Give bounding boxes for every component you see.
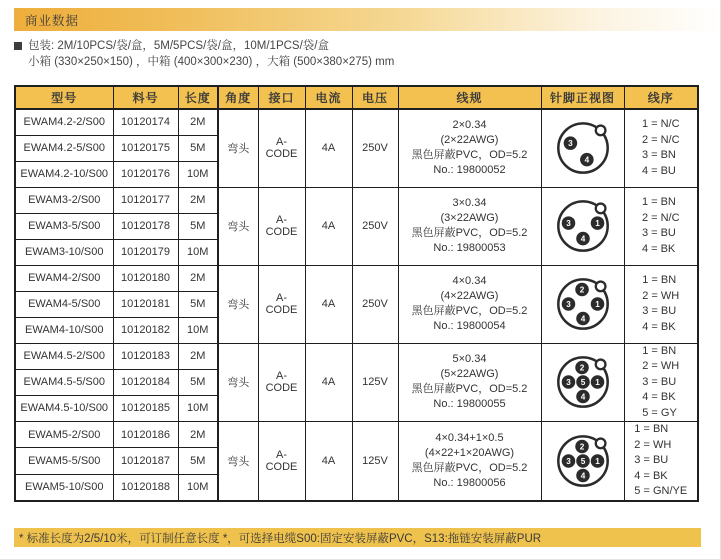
wire-spec-cell xyxy=(398,109,541,187)
length-cell: 10M xyxy=(178,474,218,500)
wire-order-block xyxy=(642,273,679,335)
pin-number: 2 xyxy=(579,285,584,295)
model-cell: EWAM4-10/S00 xyxy=(15,317,113,343)
interface-cell: A-CODE xyxy=(258,187,305,265)
wire-spec-cell xyxy=(398,265,541,343)
length-cell: 2M xyxy=(178,265,218,291)
model-cell: EWAM4.2-5/S00 xyxy=(15,135,113,161)
header-cell-interface: 接口 xyxy=(258,86,305,109)
part-number-cell: 10120186 xyxy=(113,422,178,448)
voltage-cell: 250V xyxy=(352,109,398,187)
pin-number: 3 xyxy=(565,378,571,388)
length-cell: 10M xyxy=(178,317,218,343)
part-number-cell: 10120188 xyxy=(113,474,178,500)
wire-order-block xyxy=(642,117,680,179)
wire-order-line: 2 = N/C xyxy=(641,133,680,146)
wire-spec-cell xyxy=(398,187,541,265)
pin-number: 1 xyxy=(594,456,600,466)
wire-spec-line: 3×0.34 xyxy=(452,197,487,209)
header-cell-model: 型号 xyxy=(15,86,113,109)
section-title-bar xyxy=(14,8,721,31)
pin-view-cell xyxy=(541,422,624,501)
connector-keying-notch xyxy=(595,204,605,214)
part-number-cell: 10120183 xyxy=(113,343,178,369)
wire-spec-cell xyxy=(398,422,541,501)
pin-number: 2 xyxy=(579,363,584,373)
pin-view-cell xyxy=(541,187,624,265)
angle-cell: 弯头 xyxy=(218,343,258,422)
table-row xyxy=(15,422,698,448)
wire-order-line: 4 = BU xyxy=(641,164,676,177)
wire-spec-line: No.: 19800056 xyxy=(433,476,506,489)
model-cell: EWAM4-5/S00 xyxy=(15,291,113,317)
wire-order-line: 2 = WH xyxy=(642,360,680,372)
pin-number: 4 xyxy=(580,392,585,402)
connector-keying-notch xyxy=(595,126,605,136)
wire-spec-line: 黑色屏蔽PVC，OD=5.2 xyxy=(411,305,528,317)
wire-order-line: 1 = BN xyxy=(642,274,677,286)
wire-spec-line: (4×22AWG) xyxy=(440,290,499,302)
angle-cell: 弯头 xyxy=(218,187,258,265)
wire-order-line: 1 = N/C xyxy=(641,118,680,131)
wire-spec-line: No.: 19800053 xyxy=(433,242,506,254)
current-cell: 4A xyxy=(305,265,352,343)
wire-spec-line: 4×0.34+1×0.5 xyxy=(435,431,504,444)
pin-number: 2 xyxy=(579,442,584,452)
pin-view-cell xyxy=(541,343,624,422)
packaging-note xyxy=(14,39,394,70)
connector-front-view-diagram xyxy=(553,118,613,178)
angle-cell: 弯头 xyxy=(218,422,258,501)
angle-cell: 弯头 xyxy=(218,109,258,187)
wire-spec-line: No.: 19800052 xyxy=(433,164,506,177)
model-cell: EWAM5-2/S00 xyxy=(15,422,113,448)
part-number-cell: 10120174 xyxy=(113,109,178,135)
model-cell: EWAM3-2/S00 xyxy=(15,187,113,213)
header-cell-part-number: 料号 xyxy=(113,86,178,109)
wire-order-line: 2 = N/C xyxy=(641,211,680,224)
pin-number: 1 xyxy=(594,219,600,228)
length-cell: 2M xyxy=(178,422,218,448)
part-number-cell: 10120184 xyxy=(113,369,178,395)
voltage-cell: 250V xyxy=(352,265,398,343)
model-cell: EWAM4.2-10/S00 xyxy=(15,161,113,187)
wire-order-line: 4 = BK xyxy=(641,242,676,255)
wire-spec-line: 2×0.34 xyxy=(452,119,487,132)
wire-spec-line: No.: 19800055 xyxy=(433,398,506,411)
part-number-cell: 10120178 xyxy=(113,213,178,239)
length-cell: 5M xyxy=(178,135,218,161)
wire-order-line: 2 = WH xyxy=(642,289,680,302)
length-cell: 10M xyxy=(178,395,218,421)
model-cell: EWAM3-10/S00 xyxy=(15,239,113,265)
part-number-cell: 10120175 xyxy=(113,135,178,161)
wire-spec-line: 黑色屏蔽PVC，OD=5.2 xyxy=(411,149,528,162)
wire-order-line: 3 = BU xyxy=(634,454,669,466)
wire-spec-line: (3×22AWG) xyxy=(440,212,499,224)
connector-front-view-diagram xyxy=(553,274,613,334)
wire-order-line: 3 = BU xyxy=(641,227,676,239)
header-cell-voltage: 电压 xyxy=(352,86,398,109)
voltage-cell: 125V xyxy=(352,422,398,501)
length-cell: 5M xyxy=(178,291,218,317)
length-cell: 5M xyxy=(178,448,218,474)
pin-number: 4 xyxy=(580,471,585,481)
header-cell-length: 长度 xyxy=(178,86,218,109)
page-title: 商业数据 xyxy=(25,13,80,28)
length-cell: 10M xyxy=(178,161,218,187)
wire-order-line: 2 = WH xyxy=(634,438,672,451)
table-row xyxy=(15,187,698,213)
wire-spec-line: 5×0.34 xyxy=(452,353,487,366)
wire-order-cell xyxy=(624,343,698,422)
wire-order-line: 4 = BK xyxy=(642,320,676,333)
model-cell: EWAM5-5/S00 xyxy=(15,448,113,474)
connector-keying-notch xyxy=(595,360,605,370)
wire-spec-line: 黑色屏蔽PVC，OD=5.2 xyxy=(411,461,528,474)
wire-order-cell xyxy=(624,109,698,187)
connector-keying-notch xyxy=(595,438,605,448)
wire-spec-line: (4×22+1×20AWG) xyxy=(424,446,515,459)
angle-cell: 弯头 xyxy=(218,265,258,343)
footnote-text: * 标准长度为2/5/10米，可订制任意长度 *，可选择电缆S00:固定安装屏蔽PVC，S13:拖链安装屏蔽PUR xyxy=(19,532,542,545)
wire-order-line: 3 = BU xyxy=(642,305,677,317)
pin-number: 3 xyxy=(565,219,571,228)
length-cell: 2M xyxy=(178,109,218,135)
wire-spec-line: No.: 19800054 xyxy=(433,320,506,332)
pin-number: 5 xyxy=(580,378,585,388)
pin-number: 1 xyxy=(594,378,600,388)
part-number-cell: 10120187 xyxy=(113,448,178,474)
wire-order-line: 3 = BN xyxy=(641,149,676,162)
pin-number: 3 xyxy=(567,139,573,149)
packaging-line2: 小箱 (330×250×150) ，中箱 (400×300×230) ，大箱 (500×380×275) mm xyxy=(28,56,395,68)
length-cell: 5M xyxy=(178,369,218,395)
wire-order-line: 5 = GN/YE xyxy=(634,485,688,497)
pin-number: 4 xyxy=(580,234,585,244)
voltage-cell: 125V xyxy=(352,343,398,422)
length-cell: 5M xyxy=(178,213,218,239)
wire-spec-line: 黑色屏蔽PVC，OD=5.2 xyxy=(411,383,528,396)
part-number-cell: 10120177 xyxy=(113,187,178,213)
header-cell-wire-spec: 线规 xyxy=(398,86,541,109)
length-cell: 10M xyxy=(178,239,218,265)
wire-spec-line: 黑色屏蔽PVC，OD=5.2 xyxy=(411,227,528,239)
connector-front-view-diagram xyxy=(553,196,613,256)
model-cell: EWAM4.5-5/S00 xyxy=(15,369,113,395)
pin-number: 4 xyxy=(584,155,589,165)
wire-order-cell xyxy=(624,187,698,265)
current-cell: 4A xyxy=(305,187,352,265)
pin-number: 4 xyxy=(580,314,585,324)
part-number-cell: 10120185 xyxy=(113,395,178,421)
pin-view-cell xyxy=(541,265,624,343)
wire-order-line: 1 = BN xyxy=(634,423,669,435)
wire-spec-line: 4×0.34 xyxy=(452,275,487,287)
pin-number: 3 xyxy=(565,299,571,309)
current-cell: 4A xyxy=(305,109,352,187)
wire-order-line: 4 = BK xyxy=(634,469,668,482)
wire-order-block xyxy=(634,422,687,500)
connector-front-view-diagram xyxy=(553,352,613,412)
connector-front-view-diagram xyxy=(553,431,613,491)
wire-order-line: 3 = BU xyxy=(642,375,677,388)
current-cell: 4A xyxy=(305,343,352,422)
length-cell: 2M xyxy=(178,187,218,213)
pin-view-cell xyxy=(541,109,624,187)
interface-cell: A-CODE xyxy=(258,422,305,501)
model-cell: EWAM4.5-2/S00 xyxy=(15,343,113,369)
wire-order-line: 4 = BK xyxy=(642,391,676,403)
part-number-cell: 10120179 xyxy=(113,239,178,265)
table-row xyxy=(15,265,698,291)
part-number-cell: 10120180 xyxy=(113,265,178,291)
pin-number: 3 xyxy=(565,456,571,466)
table-row xyxy=(15,109,698,135)
header-cell-current: 电流 xyxy=(305,86,352,109)
wire-spec-line: (5×22AWG) xyxy=(440,368,499,381)
header-cell-wire-order: 线序 xyxy=(624,86,698,109)
part-number-cell: 10120176 xyxy=(113,161,178,187)
footnote-bar xyxy=(14,528,701,547)
pin-number: 1 xyxy=(594,299,600,309)
pin-number: 5 xyxy=(580,456,585,466)
wire-order-block xyxy=(642,195,680,257)
model-cell: EWAM4.2-2/S00 xyxy=(15,109,113,135)
part-number-cell: 10120182 xyxy=(113,317,178,343)
bullet-square-icon xyxy=(14,42,22,50)
interface-cell: A-CODE xyxy=(258,265,305,343)
packaging-line1: 包装: 2M/10PCS/袋/盒，5M/5PCS/袋/盒，10M/1PCS/袋/盒 xyxy=(28,40,329,52)
wire-order-block xyxy=(642,344,679,422)
part-number-cell: 10120181 xyxy=(113,291,178,317)
table-row xyxy=(15,343,698,369)
wire-order-cell xyxy=(624,422,698,501)
model-cell: EWAM4.5-10/S00 xyxy=(15,395,113,421)
header-cell-angle: 角度 xyxy=(218,86,258,109)
wire-spec-cell xyxy=(398,343,541,422)
wire-order-line: 5 = GY xyxy=(642,406,677,419)
length-cell: 2M xyxy=(178,343,218,369)
spec-table xyxy=(14,85,699,502)
voltage-cell: 250V xyxy=(352,187,398,265)
wire-order-line: 1 = BN xyxy=(642,344,677,357)
model-cell: EWAM5-10/S00 xyxy=(15,474,113,500)
model-cell: EWAM4-2/S00 xyxy=(15,265,113,291)
wire-order-cell xyxy=(624,265,698,343)
connector-keying-notch xyxy=(595,282,605,292)
current-cell: 4A xyxy=(305,422,352,501)
model-cell: EWAM3-5/S00 xyxy=(15,213,113,239)
wire-order-line: 1 = BN xyxy=(641,196,676,208)
header-cell-pin-view: 针脚正视图 xyxy=(541,86,624,109)
wire-spec-line: (2×22AWG) xyxy=(440,134,499,147)
interface-cell: A-CODE xyxy=(258,343,305,422)
interface-cell: A-CODE xyxy=(258,109,305,187)
